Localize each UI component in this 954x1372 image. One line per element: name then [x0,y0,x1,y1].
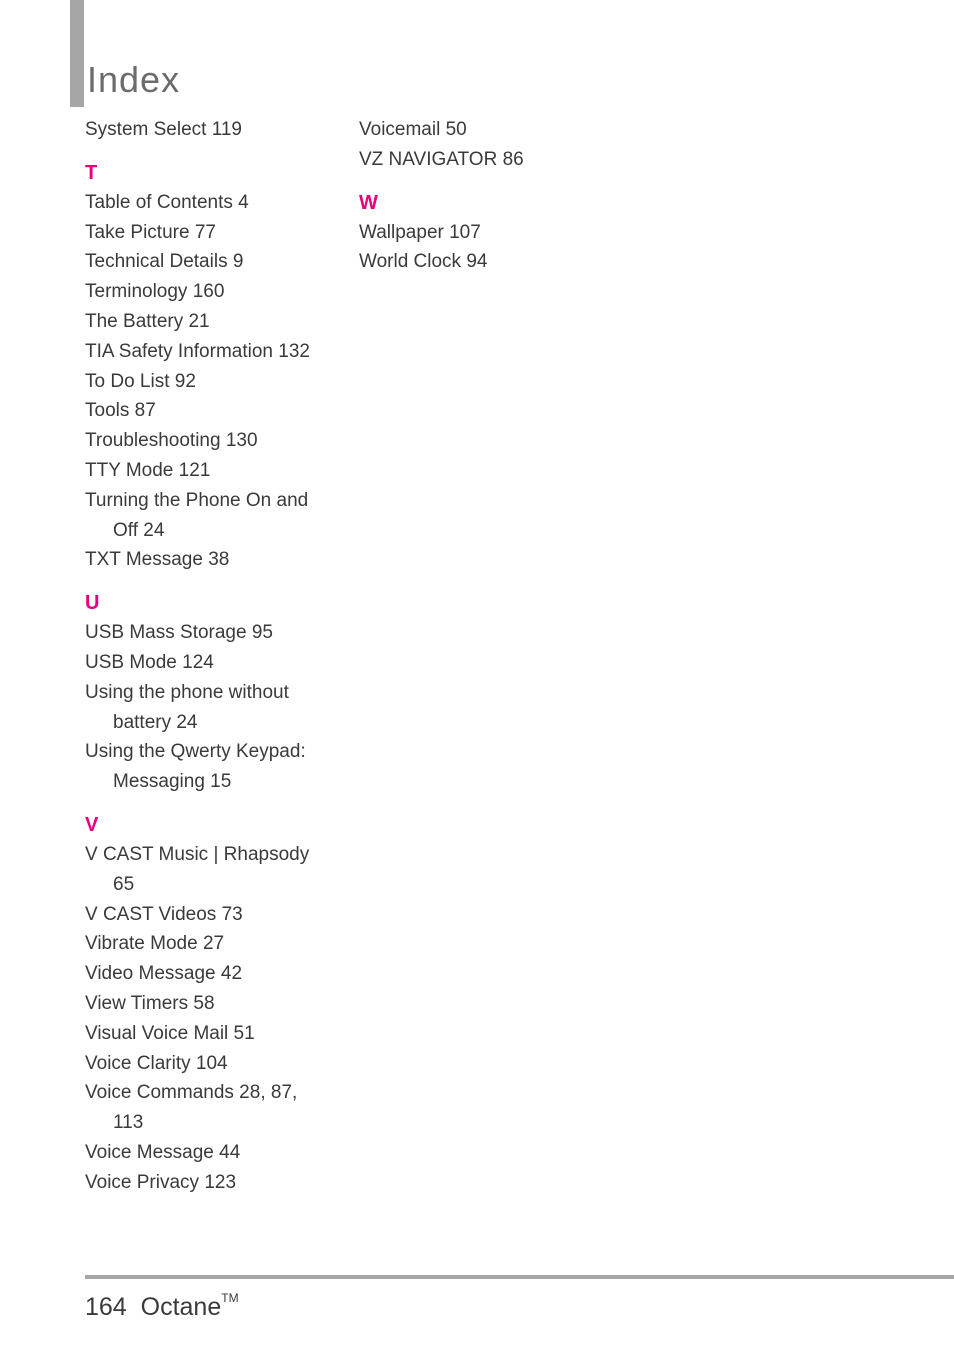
page-number: 164 [85,1293,127,1321]
index-entry: Visual Voice Mail 51 [85,1022,255,1044]
trademark-mark: TM [221,1291,239,1305]
index-entry: Table of Contents 4 [85,191,249,213]
index-entry: Voice Message 44 [85,1141,241,1163]
index-entry: USB Mass Storage 95 [85,622,273,644]
index-entry: V CAST Videos 73 [85,903,243,925]
index-entry: USB Mode 124 [85,651,214,673]
index-entry: Using the phone without [85,681,289,703]
index-entry: Troubleshooting 130 [85,430,258,452]
index-entry: TIA Safety Information 132 [85,340,310,362]
index-letter-t: T [85,161,98,184]
footer-rule [85,1275,954,1279]
index-entry: Tools 87 [85,400,156,422]
index-letter-w: W [359,191,378,214]
index-entry: System Select 119 [85,119,243,140]
index-entry: World Clock 94 [359,251,488,273]
title-accent-bar [70,0,84,107]
index-entry-continuation: 65 [113,873,135,895]
index-entry: Technical Details 9 [85,251,244,273]
index-entry-continuation: battery 24 [113,711,198,733]
index-entry-continuation: 113 [113,1112,144,1134]
index-entry: Using the Qwerty Keypad: [85,741,306,763]
index-entry: Take Picture 77 [85,221,216,243]
index-entry: The Battery 21 [85,310,210,332]
index-letter-v: V [85,813,99,836]
index-column-2 [359,115,609,277]
index-entry: Voice Clarity 104 [85,1052,228,1074]
index-entry: Voicemail 50 [359,119,467,140]
index-entry: Wallpaper 107 [359,221,481,243]
page-title: Index [87,59,181,101]
index-entry: To Do List 92 [85,370,196,392]
index-entry: Voice Commands 28, 87, [85,1082,298,1104]
product-name: Octane [140,1293,222,1321]
index-entry: Vibrate Mode 27 [85,933,225,955]
index-entry: VZ NAVIGATOR 86 [359,148,524,170]
page-footer [85,1291,239,1322]
index-entry: View Timers 58 [85,992,215,1014]
index-entry-continuation: Off 24 [113,519,165,541]
index-entry-continuation: Messaging 15 [113,771,232,793]
index-entry: Video Message 42 [85,963,243,985]
index-letter-u: U [85,592,100,615]
index-entry: V CAST Music | Rhapsody [85,843,310,865]
index-entry: Terminology 160 [85,281,225,303]
index-entry: Voice Privacy 123 [85,1171,237,1193]
index-column-1 [85,115,335,1198]
index-entry: TTY Mode 121 [85,459,211,481]
index-entry: Turning the Phone On and [85,489,309,511]
index-entry: TXT Message 38 [85,549,230,571]
